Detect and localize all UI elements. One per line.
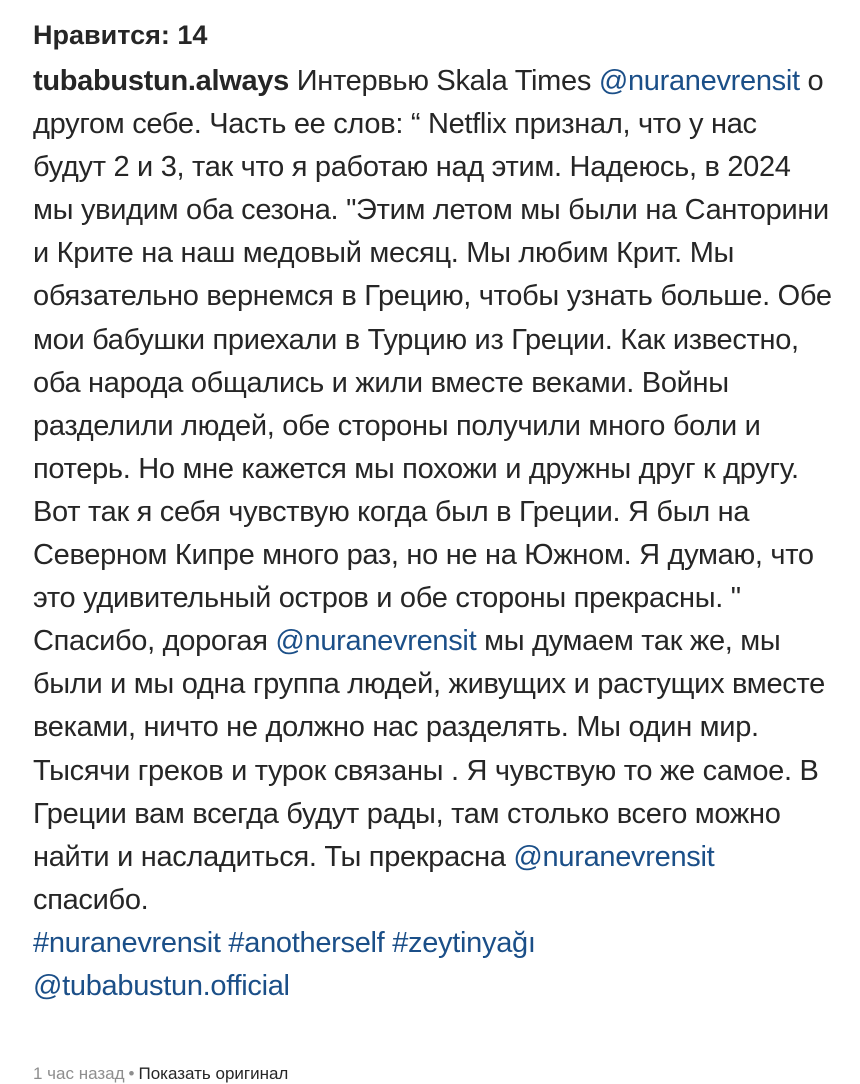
mention-link[interactable]: @nuranevrensit bbox=[275, 625, 477, 658]
mention-link[interactable]: @nuranevrensit bbox=[598, 65, 800, 97]
hashtag-link[interactable]: #zeytinyağı bbox=[392, 926, 536, 959]
post-timestamp: 1 час назад bbox=[33, 1064, 125, 1083]
caption-segment: Интервью Skala Times bbox=[296, 65, 592, 97]
post-meta bbox=[33, 1064, 288, 1084]
mention-link[interactable]: @tubabustun.official bbox=[33, 969, 290, 1002]
caption-text bbox=[33, 60, 833, 1008]
caption-segment: мы думаем так же, мы были и мы одна группа людей, живущих и растущих вместе веками, ничто не должно нас разделять. Мы один мир. Тысячи греков и турок связаны . Я чувствую то же самое. В Греции вам всегда будут рады, там столько всего можно найти и насладиться. Ты прекрасна bbox=[33, 625, 825, 873]
mention-link[interactable]: @nuranevrensit bbox=[513, 840, 715, 873]
show-original-button[interactable]: Показать оригинал bbox=[138, 1064, 289, 1083]
likes-count[interactable]: Нравится: 14 bbox=[33, 20, 208, 50]
caption-segment: спасибо. bbox=[33, 883, 149, 916]
caption-segment: о другом себе. Часть ее слов: “ Netflix признал, что у нас будут 2 и 3, так что я работаю над этим. Надеюсь, в 2024 мы увидим оба сезона. "Этим летом мы были на Санторини и Крите на наш медовый месяц. Мы любим Крит. Мы обязательно вернемся в Грецию, чтобы узнать больше. Обе мои бабушки приехали в Турцию из Греции. Как известно, оба народа общались и жили вместе веками. Войны разделили людей, обе стороны получили много боли и потерь. Но мне кажется мы похожи и дружны друг к другу. Вот так я себя чувствую когда был в Греции. Я был на Северном Кипре много раз, но не на Южном. Я думаю, что это удивительный остров и обе стороны прекрасны. " Спасибо, дорогая bbox=[33, 65, 832, 658]
meta-separator: • bbox=[128, 1064, 135, 1083]
hashtags-line bbox=[33, 922, 833, 965]
hashtag-link[interactable]: #anotherself bbox=[228, 926, 385, 959]
hashtag-link[interactable]: #nuranevrensit bbox=[33, 926, 221, 959]
author-username[interactable]: tubabustun.always bbox=[33, 65, 289, 97]
post-caption-block bbox=[33, 12, 833, 1008]
